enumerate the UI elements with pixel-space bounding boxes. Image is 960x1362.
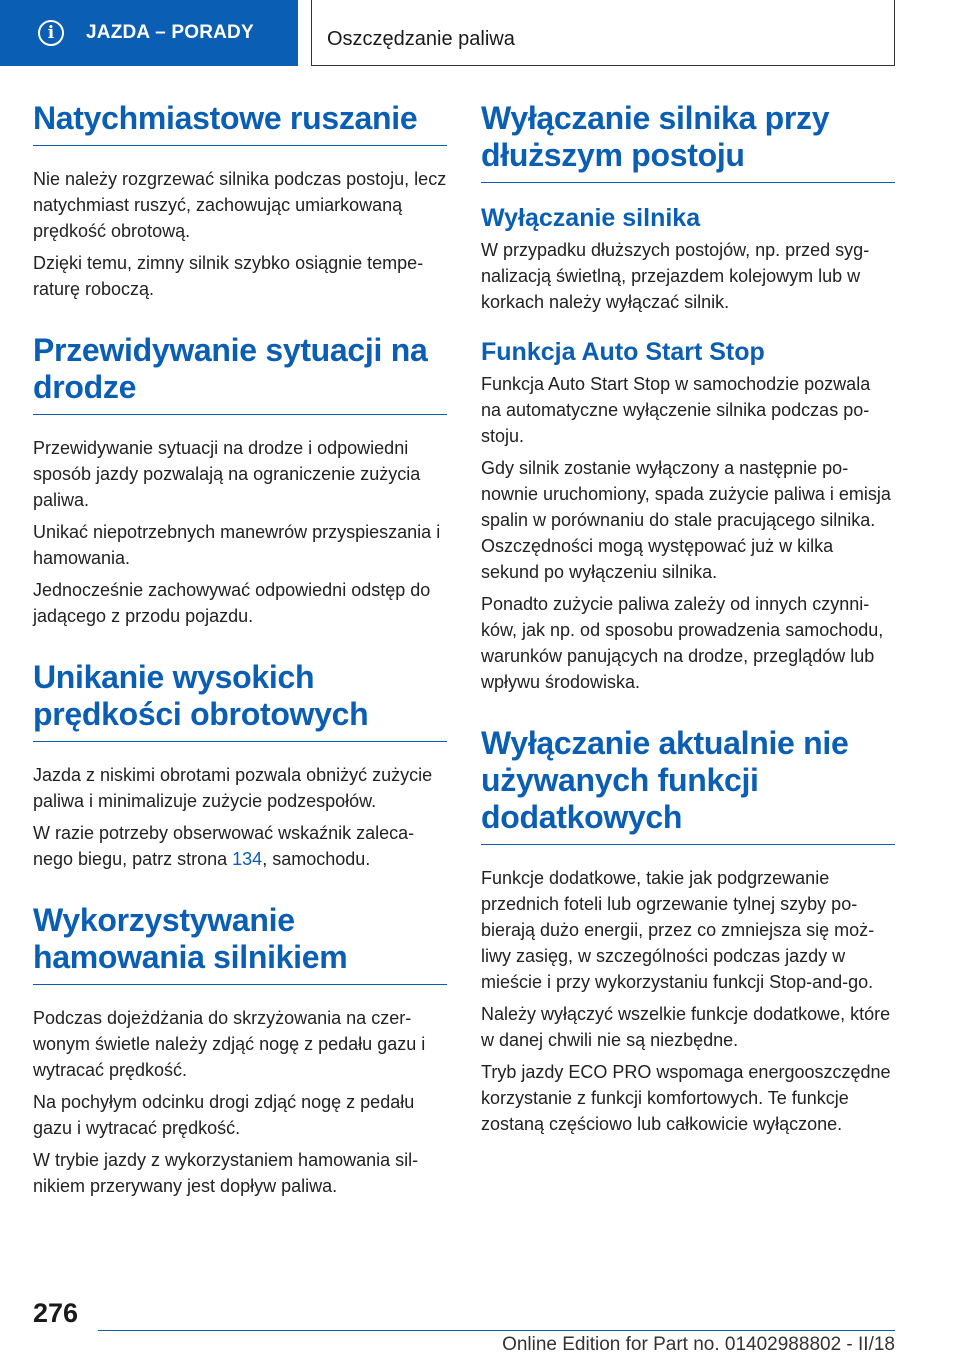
section-heading: Przewidywanie sytuacji na drodze	[33, 332, 447, 415]
paragraph: Jazda z niskimi obrotami pozwala obniżyć zużycie paliwa i minimalizuje zużycie podzespołów.	[33, 765, 433, 811]
chapter-tab-label: JAZDA – PORADY	[86, 22, 254, 43]
section-wylaczanie-silnika-postoj	[481, 100, 895, 695]
page-header	[0, 0, 960, 66]
footer-edition: Online Edition for Part no. 01402988802 - II/18	[502, 1334, 895, 1355]
paragraph: Na pochyłym odcinku drogi zdjąć nogę z pedału gazu i wytracać prędkość.	[33, 1092, 415, 1138]
paragraph: Tryb jazdy ECO PRO wspomaga energooszczędne korzystanie z funkcji komfortowych. Te funkcje zostaną częściowo lub całkowicie wyłączone.	[481, 1062, 891, 1134]
paragraph: W trybie jazdy z wykorzystaniem hamowania silnikiem przerywany jest dopływ paliwa.	[33, 1150, 419, 1196]
paragraph: Funkcje dodatkowe, takie jak podgrzewanie przednich foteli lub ogrzewanie tylnej szyby pobierają dużo energii, przez co zmniejsza się możliwy zasięg, w szczególności podczas jazdy w mieście i przy wykorzystaniu funkcji Stop-and-go.	[481, 868, 875, 992]
info-icon: i	[38, 20, 64, 46]
paragraph: Dzięki temu, zimny silnik szybko osiągnie temperaturę roboczą.	[33, 253, 424, 299]
section-unikanie-wysokich-obrotow	[33, 659, 447, 872]
section-funkcje-dodatkowe	[481, 725, 895, 1137]
paragraph	[33, 820, 447, 872]
section-natychmiastowe-ruszanie	[33, 100, 447, 302]
subsection-heading: Wyłączanie silnika	[481, 204, 701, 232]
section-title-box	[311, 0, 895, 66]
left-column	[33, 100, 447, 1229]
section-heading: Wyłączanie aktualnie nie używanych funkcji dodatkowych	[481, 725, 895, 845]
section-heading: Wykorzystywanie hamowania silnikiem	[33, 902, 447, 985]
section-heading: Wyłączanie silnika przy dłuższym postoju	[481, 100, 895, 183]
paragraph: Podczas dojeżdżania do skrzyżowania na czerwonym świetle należy zdjąć nogę z pedału gazu i wytracać prędkość.	[33, 1008, 426, 1080]
paragraph: Przewidywanie sytuacji na drodze i odpowiedni sposób jazdy pozwalają na ograniczenie zużycia paliwa.	[33, 438, 421, 510]
subsection-heading: Funkcja Auto Start Stop	[481, 338, 765, 366]
right-column	[481, 100, 895, 1167]
section-przewidywanie-sytuacji	[33, 332, 447, 629]
paragraph: Jednocześnie zachowywać odpowiedni odstęp do jadącego z przodu pojazdu.	[33, 580, 431, 626]
paragraph-text: , samochodu.	[262, 849, 371, 869]
page-number: 276	[33, 1298, 79, 1328]
paragraph: Funkcja Auto Start Stop w samochodzie pozwala na automatyczne wyłączenie silnika podczas postoju.	[481, 374, 871, 446]
paragraph: Należy wyłączyć wszelkie funkcje dodatkowe, które w danej chwili nie są niezbędne.	[481, 1004, 891, 1050]
paragraph: Unikać niepotrzebnych manewrów przyspieszania i hamowania.	[33, 522, 441, 568]
paragraph: Gdy silnik zostanie wyłączony a następnie ponownie uruchomiony, spada zużycie paliwa i emisja spalin w porównaniu do stale pracującego silnika. Oszczędności mogą występować już w kilka sekund po wyłączeniu silnika.	[481, 458, 891, 582]
chapter-tab[interactable]	[0, 0, 298, 66]
paragraph: W przypadku dłuższych postojów, np. przed sygnalizacją świetlną, przejazdem kolejowym lub w korkach należy wyłączać silnik.	[481, 240, 870, 312]
footer-divider	[98, 1330, 895, 1331]
page-reference-link[interactable]: 134	[232, 849, 263, 869]
paragraph: Ponadto zużycie paliwa zależy od innych czynników, jak np. od sposobu prowadzenia samochodu, warunków panujących na drodze, przeglądów lub wpływu środowiska.	[481, 594, 884, 692]
section-heading: Natychmiastowe ruszanie	[33, 100, 447, 146]
section-hamowanie-silnikiem	[33, 902, 447, 1199]
section-heading: Unikanie wysokich prędkości obrotowych	[33, 659, 447, 742]
paragraph: Nie należy rozgrzewać silnika podczas postoju, lecz natychmiast ruszyć, zachowując umiarkowaną prędkość obrotową.	[33, 169, 447, 241]
paragraph-text: W razie potrzeby obserwować wskaźnik zalecanego biegu, patrz strona	[33, 823, 415, 869]
section-title: Oszczędzanie paliwa	[327, 28, 515, 50]
